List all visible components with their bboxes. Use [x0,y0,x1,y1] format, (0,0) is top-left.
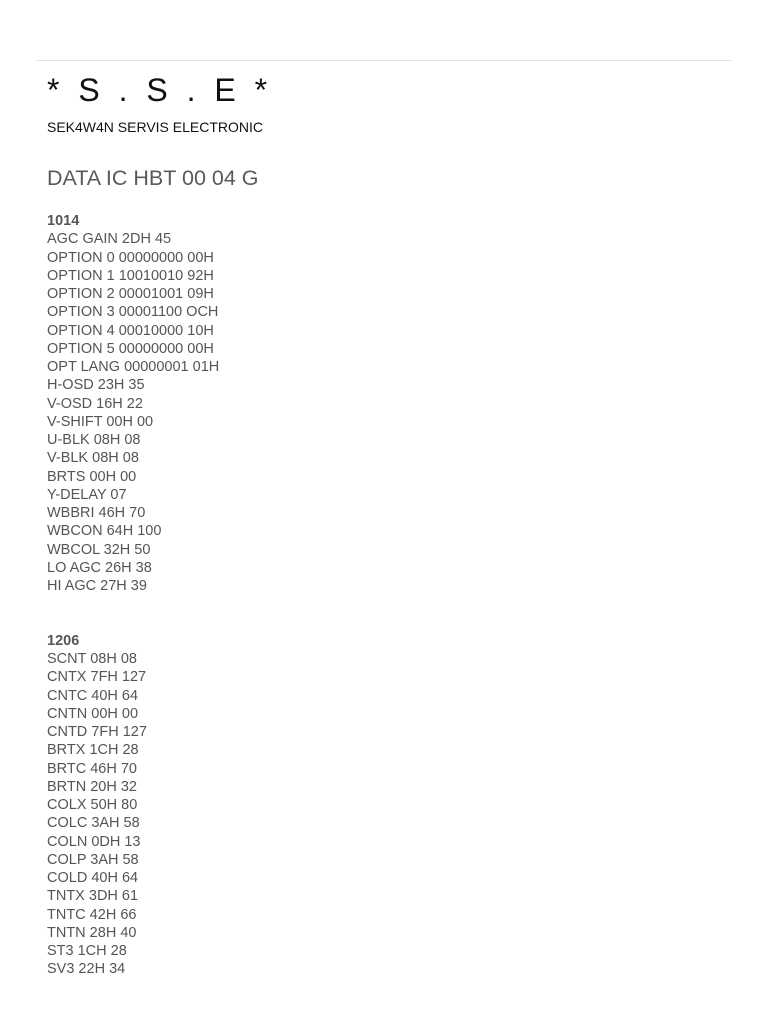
data-line: AGC GAIN 2DH 45 [47,231,172,248]
data-line: Y-DELAY 07 [47,486,127,503]
data-line: OPTION 5 00000000 00H [47,340,214,357]
data-line: OPTION 2 00001001 09H [47,286,214,302]
data-line: COLN 0DH 13 [47,833,141,850]
data-line: BRTS 00H 00 [47,468,137,485]
data-line: COLC 3AH 58 [47,815,140,832]
data-line: OPTION 4 00010000 10H [47,322,214,339]
post-title[interactable]: DATA IC HBT 00 04 G [47,166,259,190]
data-line: OPTION 3 00001100 OCH [47,304,219,321]
section-heading: 1014 [47,213,80,229]
blog-description: SEK4W4N SERVIS ELECTRONIC [47,119,264,135]
data-line: V-BLK 08H 08 [47,450,139,467]
data-line: BRTN 20H 32 [47,778,137,795]
data-line: V-OSD 16H 22 [47,395,143,412]
section-heading: 1206 [47,632,80,649]
data-line: ST3 1CH 28 [47,943,127,959]
data-line: CNTD 7FH 127 [47,724,147,740]
data-line: WBCOL 32H 50 [47,541,151,558]
blog-title[interactable]: * S . S . E * [47,72,273,108]
data-line: TNTN 28H 40 [47,924,137,941]
data-line: COLD 40H 64 [47,870,139,886]
data-line: U-BLK 08H 08 [47,432,141,448]
data-line: H-OSD 23H 35 [47,377,145,394]
section-spacer [47,595,727,632]
data-line: WBBRI 46H 70 [47,505,146,521]
data-line: COLP 3AH 58 [47,851,139,868]
data-line: OPTION 0 00000000 00H [47,249,214,266]
data-line: OPT LANG 00000001 01H [47,359,220,375]
data-line: SCNT 08H 08 [47,651,137,667]
data-line: HI AGC 27H 39 [47,578,147,594]
data-line: CNTX 7FH 127 [47,669,147,686]
data-line: BRTC 46H 70 [47,760,137,777]
data-line: CNTN 00H 00 [47,705,139,722]
data-line: SV3 22H 34 [47,961,126,978]
header-divider [37,60,732,61]
data-line: LO AGC 26H 38 [47,559,152,576]
post-body [47,212,727,979]
data-line: BRTX 1CH 28 [47,742,139,759]
data-line: TNTC 42H 66 [47,906,137,923]
data-line: COLX 50H 80 [47,797,138,813]
data-line: WBCON 64H 100 [47,523,162,540]
data-line: OPTION 1 10010010 92H [47,267,214,284]
data-line: V-SHIFT 00H 00 [47,413,154,430]
data-line: CNTC 40H 64 [47,687,139,704]
data-line: TNTX 3DH 61 [47,888,139,905]
